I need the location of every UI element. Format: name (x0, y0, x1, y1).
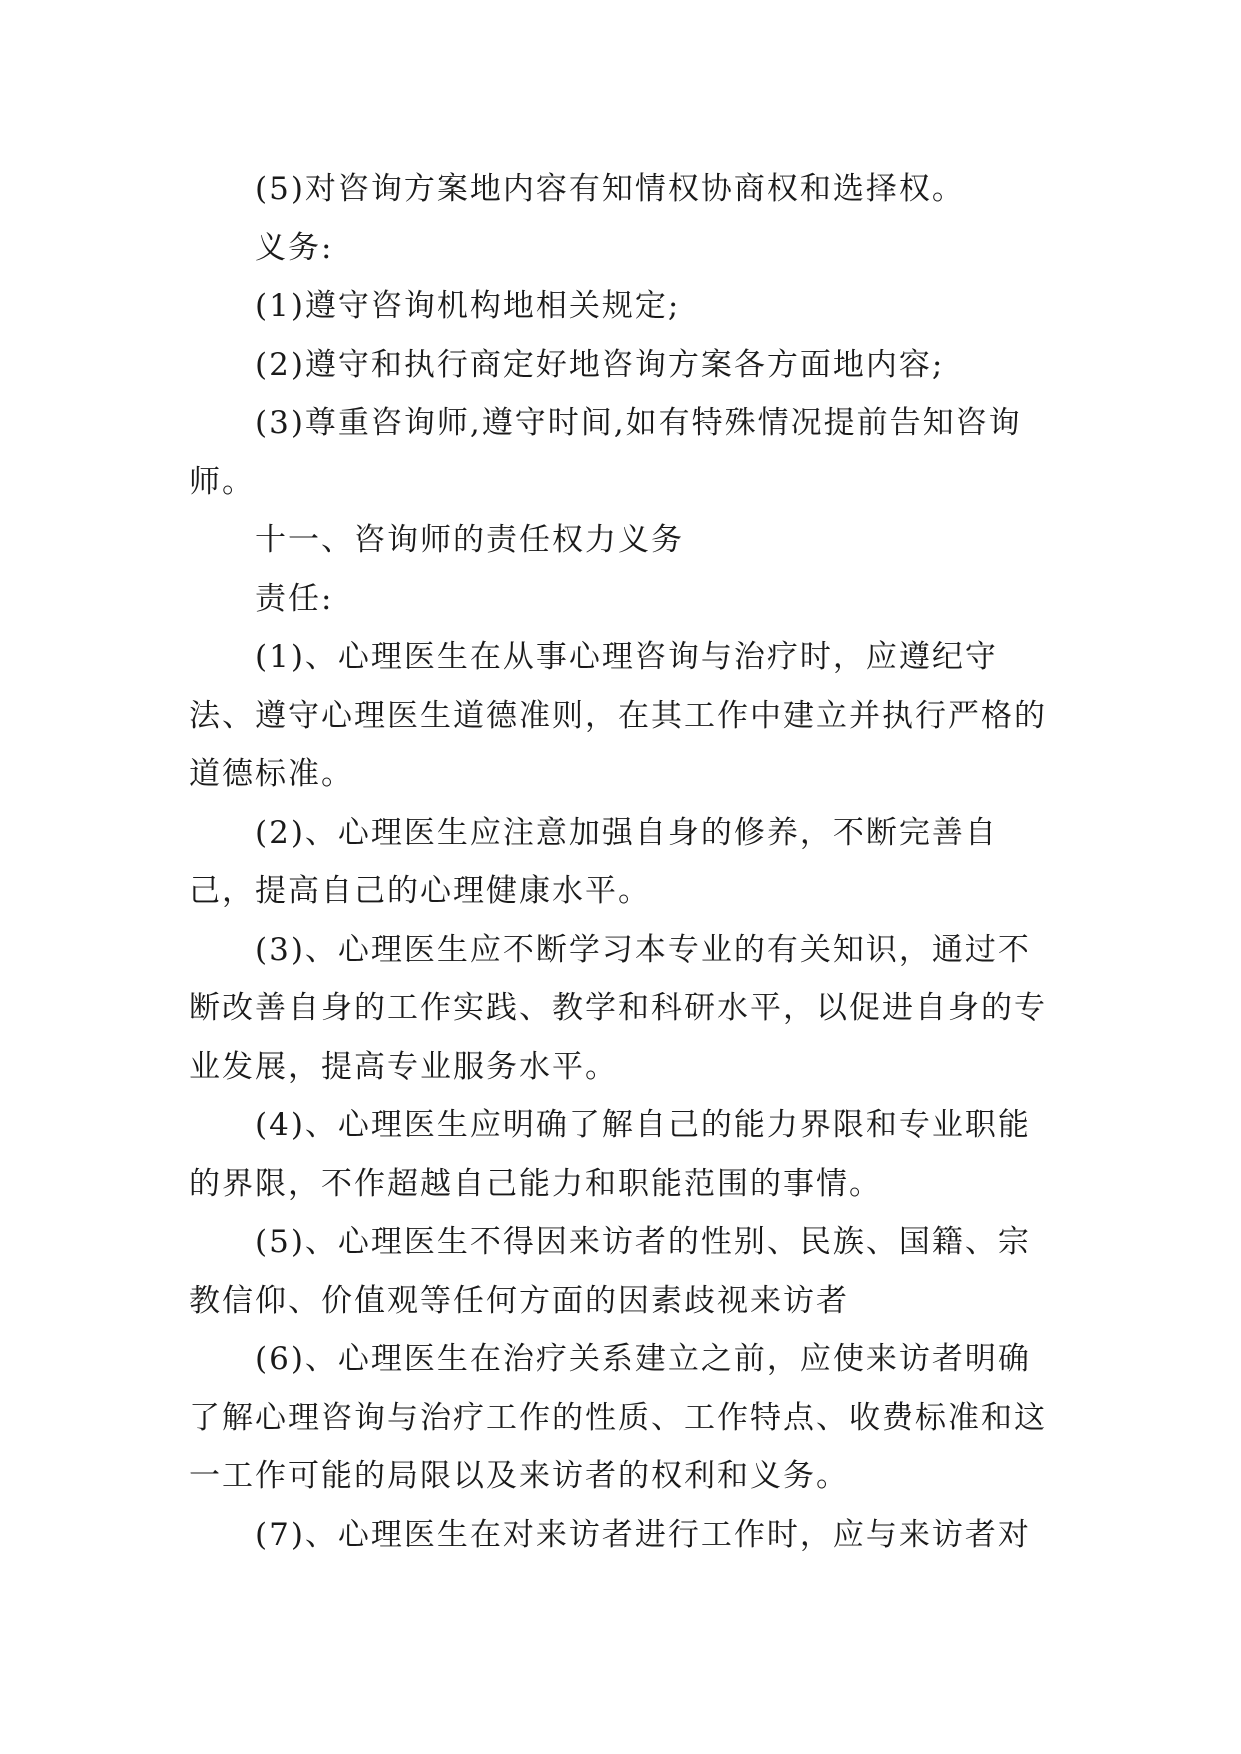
paragraph-responsibility-2: (2)、心理医生应注意加强自身的修养，不断完善自己，提高自己的心理健康水平。 (189, 814, 998, 909)
paragraph-responsibility-7: (7)、心理医生在对来访者进行工作时，应与来访者对 (255, 1516, 1031, 1553)
paragraph-responsibility-6: (6)、心理医生在治疗关系建立之前，应使来访者明确了解心理咨询与治疗工作的性质、工作特点、收费标准和这一工作可能的局限以及来访者的权利和义务。 (189, 1341, 1047, 1494)
paragraph-duties-heading: 义务: (255, 229, 334, 266)
paragraph-responsibility-3: (3)、心理医生应不断学习本专业的有关知识，通过不断改善自身的工作实践、教学和科研水平，以促进自身的专业发展，提高专业服务水平。 (189, 931, 1047, 1085)
document-body (189, 160, 1055, 1564)
paragraph-responsibility-1: (1)、心理医生在从事心理咨询与治疗时，应遵纪守法、遵守心理医生道德准则，在其工作中建立并执行严格的道德标准。 (189, 639, 1047, 792)
paragraph-duty-2: (2)遵守和执行商定好地咨询方案各方面地内容; (255, 346, 945, 383)
paragraph-duty-1: (1)遵守咨询机构地相关规定; (255, 288, 681, 324)
paragraph-duty-3: (3)尊重咨询师,遵守时间,如有特殊情况提前告知咨询师。 (189, 405, 1022, 500)
paragraph-responsibility-heading: 责任: (255, 580, 334, 617)
paragraph-responsibility-4: (4)、心理医生应明确了解自己的能力界限和专业职能的界限，不作超越自己能力和职能范围的事情。 (189, 1107, 1031, 1202)
paragraph-responsibility-5: (5)、心理医生不得因来访者的性别、民族、国籍、宗教信仰、价值观等任何方面的因素歧视来访者 (189, 1224, 1031, 1319)
paragraph-client-right-5: (5)对咨询方案地内容有知情权协商权和选择权。 (255, 171, 965, 207)
section-heading-eleven: 十一、咨询师的责任权力义务 (255, 522, 684, 558)
